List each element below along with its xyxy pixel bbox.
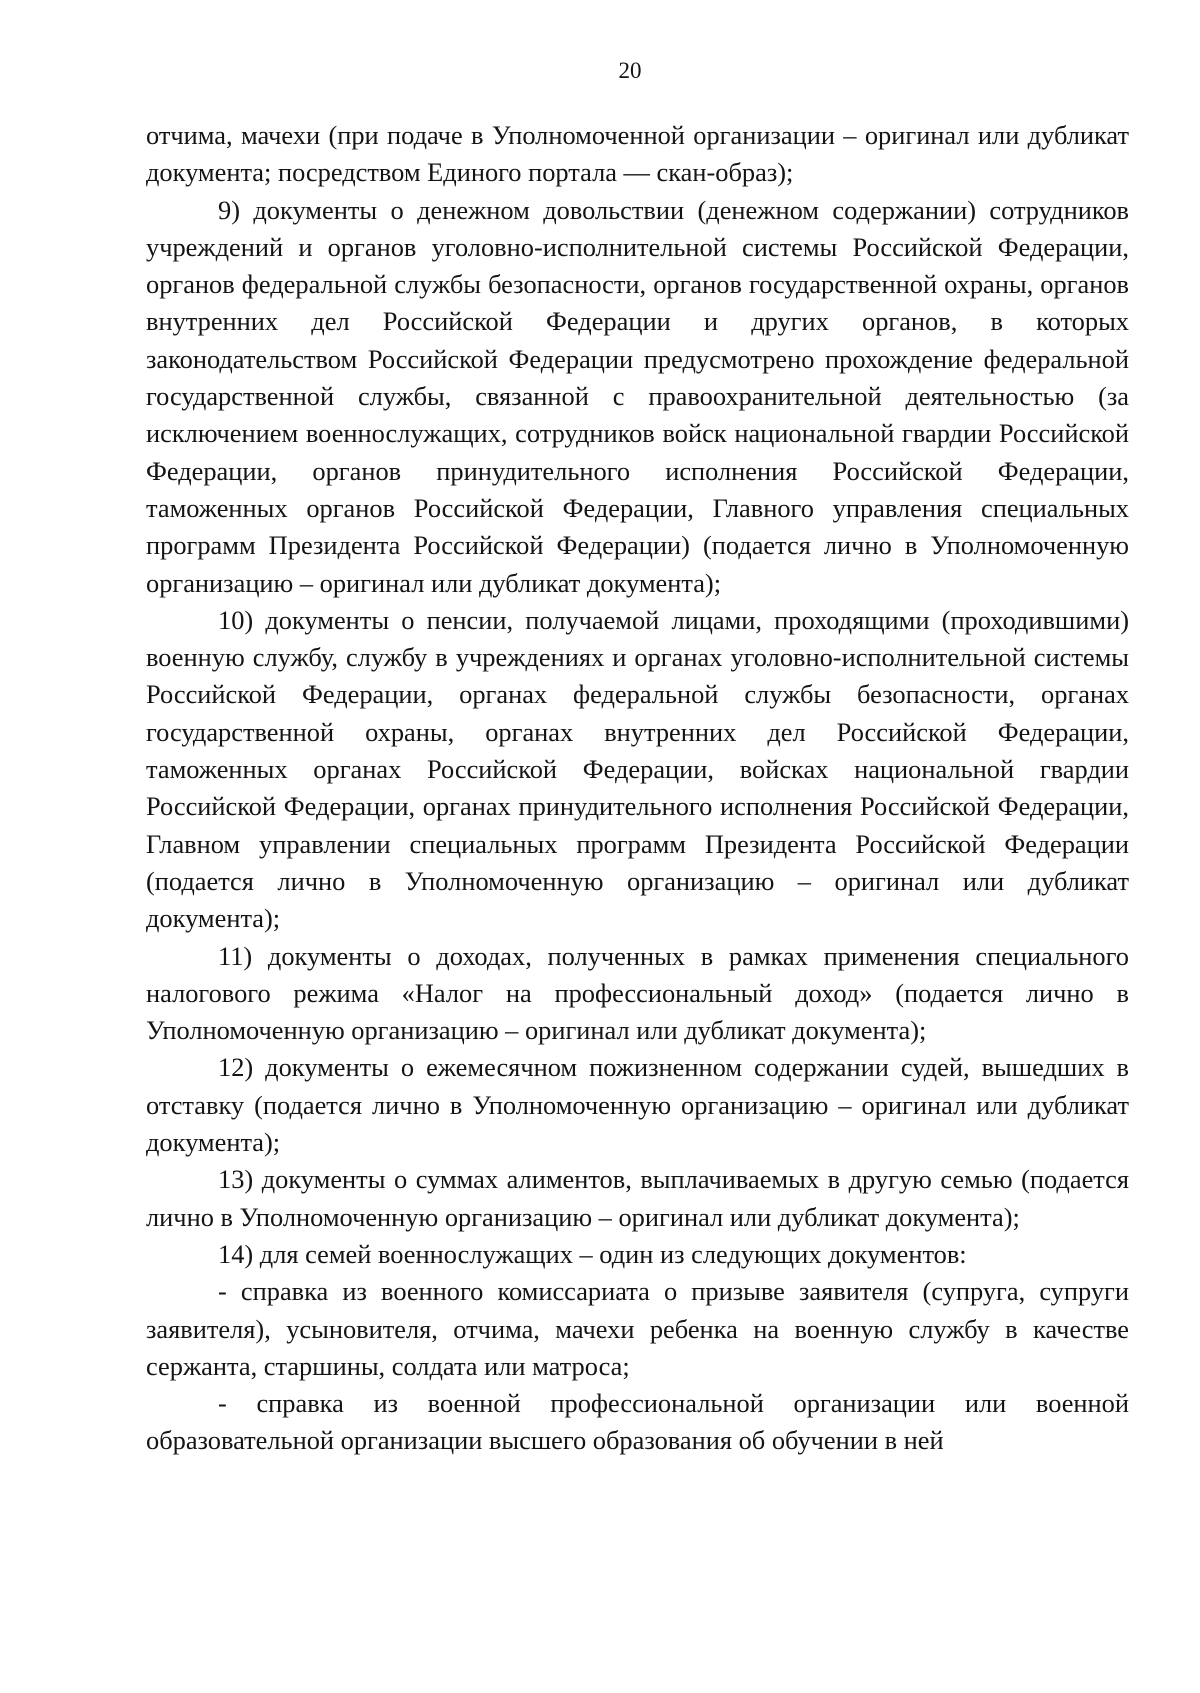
paragraph-item-9: 9) документы о денежном довольствии (денежном содержании) сотрудников учреждений и органов уголовно-исполнительной системы Российской Федерации, органов федеральной службы безопасности, органов государственной охраны, органов внутренних дел Российской Федерации и других органов, в которых законодательством Российской Федерации предусмотрено прохождение федеральной государственной службы, связанной с правоохранительной деятельностью (за исключением военнослужащих, сотрудников войск национальной гвардии Российской Федерации, органов принудительного исполнения Российской Федерации, таможенных органов Российской Федерации, Главного управления специальных программ Президента Российской Федерации) (подается лично в Уполномоченную организацию – оригинал или дубликат документа); [146, 194, 1129, 598]
list-item-conscription-certificate: - справка из военного комиссариата о призыве заявителя (супруга, супруги заявителя), усыновителя, отчима, мачехи ребенка на военную службу в качестве сержанта, старшины, солдата или матроса; [146, 1276, 1129, 1381]
list-item-education-certificate: - справка из военной профессиональной организации или военной образовательной организации высшего образования об обучении в ней [146, 1388, 1129, 1456]
paragraph-item-13: 13) документы о суммах алиментов, выплачиваемых в другую семью (подается лично в Уполномоченную организацию – оригинал или дубликат документа); [146, 1164, 1129, 1232]
paragraph-item-12: 12) документы о ежемесячном пожизненном содержании судей, вышедших в отставку (подается лично в Уполномоченную организацию – оригинал или дубликат документа); [146, 1052, 1129, 1158]
paragraph-item-14: 14) для семей военнослужащих – один из следующих документов: [218, 1238, 967, 1269]
paragraph-item-10: 10) документы о пенсии, получаемой лицами, проходящими (проходившими) военную службу, службу в учреждениях и органах уголовно-исполнительной системы Российской Федерации, органах федеральной службы безопасности, органах государственной охраны, органах внутренних дел Российской Федерации, таможенных органах Российской Федерации, войсках национальной гвардии Российской Федерации, органах принудительного исполнения Российской Федерации, Главном управлении специальных программ Президента Российской Федерации (подается лично в Уполномоченную организацию – оригинал или дубликат документа); [146, 604, 1129, 934]
paragraph-item-11: 11) документы о доходах, полученных в рамках применения специального налогового режима «Налог на профессиональный доход» (подается лично в Уполномоченную организацию – оригинал или дубликат документа); [146, 940, 1129, 1046]
document-body [146, 117, 1129, 1460]
page-number: 20 [618, 58, 642, 83]
continuation-paragraph: отчима, мачехи (при подаче в Уполномоченной организации – оригинал или дубликат документа; посредством Единого портала — скан-образ); [146, 120, 1129, 188]
